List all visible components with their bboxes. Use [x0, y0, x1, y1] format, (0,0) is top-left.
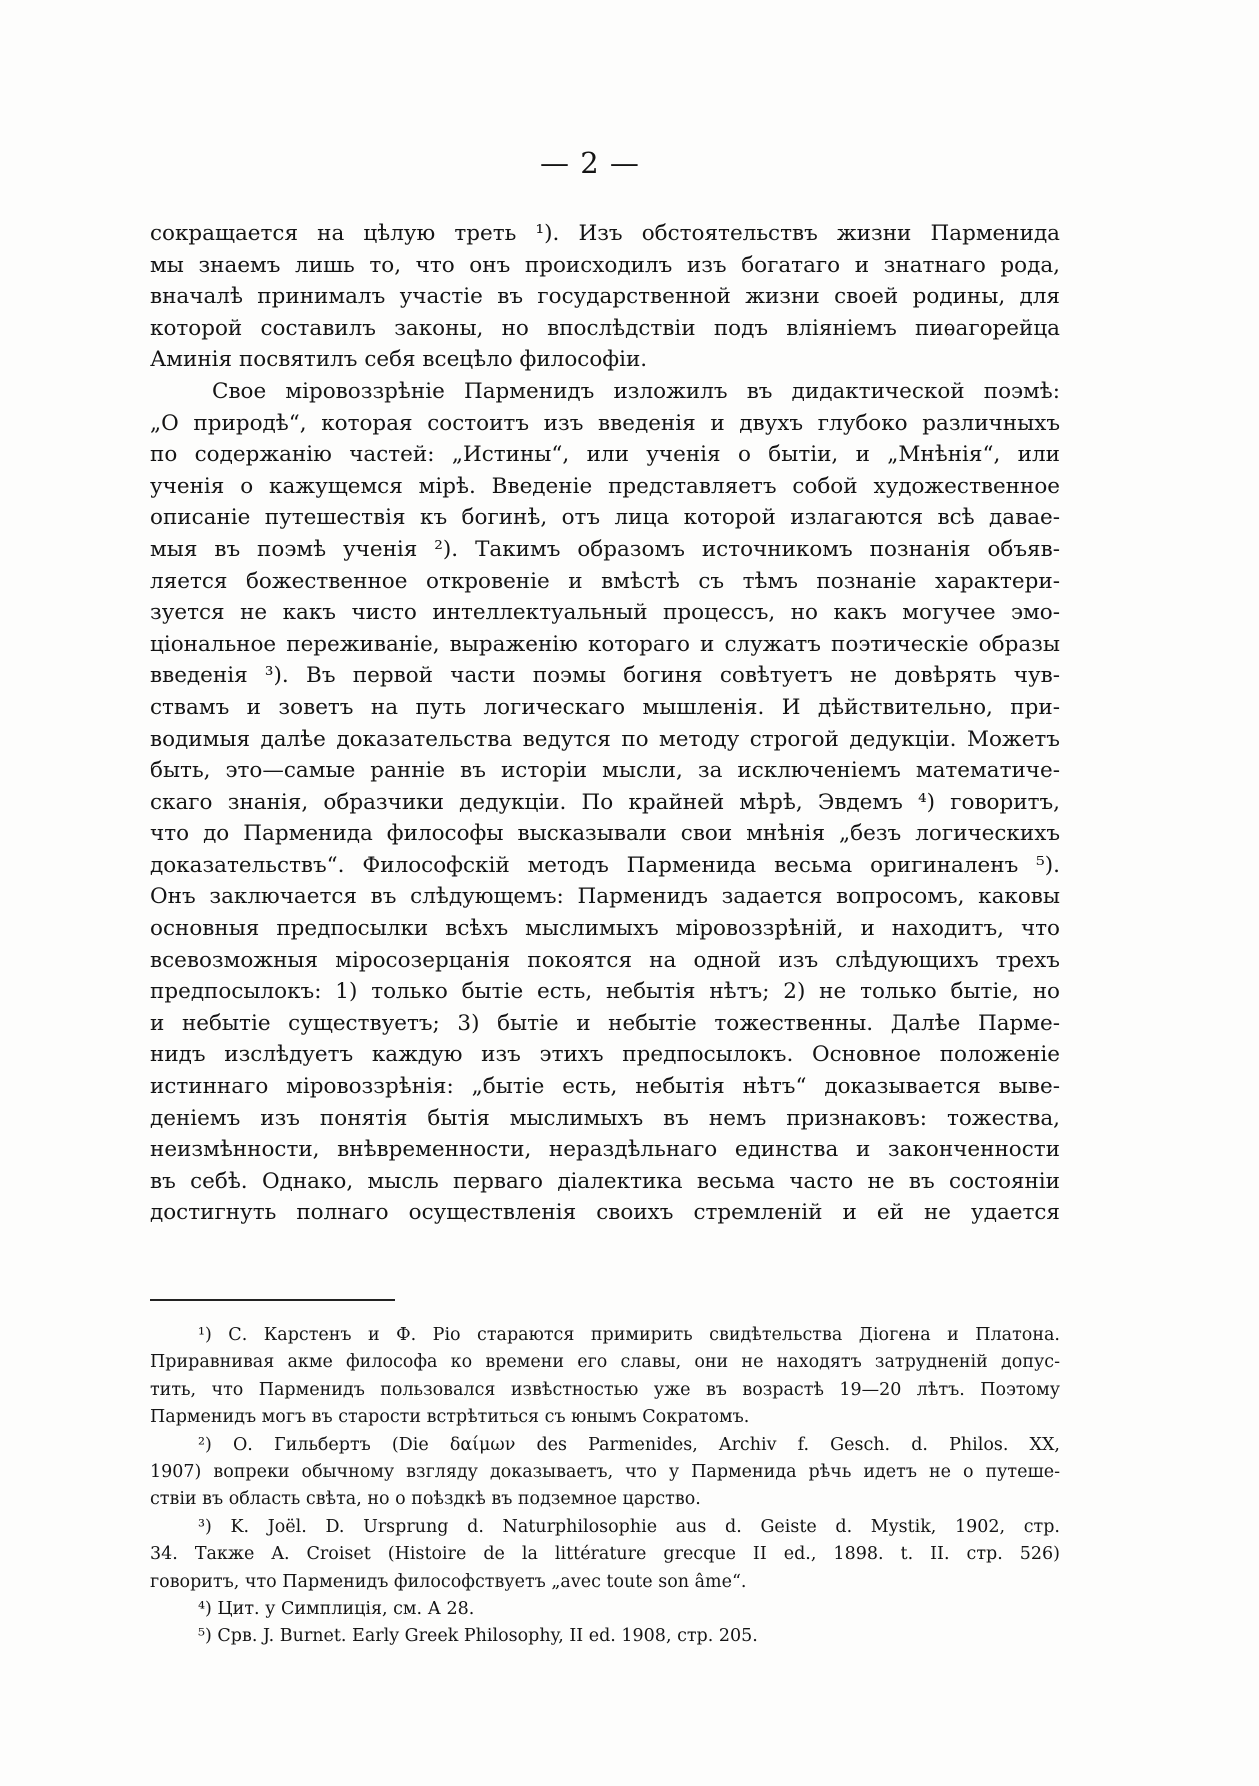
text-line: которой составилъ законы, но впослѣдствіи подъ вліяніемъ пиѳагорейца — [150, 315, 1060, 341]
text-line: Онъ заключается въ слѣдующемъ: Парменидъ задается вопросомъ, каковы — [150, 884, 1060, 910]
text-line: зуется не какъ чисто интеллектуальный процессъ, но какъ могучее эмо- — [150, 600, 1060, 626]
text-line: ціональное переживаніе, выраженію котораго и служатъ поэтическіе образы — [150, 631, 1060, 657]
page-number: — 2 — — [540, 146, 640, 180]
text-line: введенія ³). Въ первой части поэмы богиня совѣтуетъ не довѣрять чув- — [150, 663, 1060, 689]
text-line: быть, это—самые ранніе въ исторіи мысли, за исключеніемъ математиче- — [150, 758, 1060, 784]
text-line: описаніе путешествія къ богинѣ, отъ лица которой излагаются всѣ даваe- — [150, 505, 1060, 531]
footnote-line: ⁴) Цит. у Симплиція, см. А 28. — [198, 1598, 475, 1619]
footnote-line: ³) K. Joël. D. Ursprung d. Naturphilosophie aus d. Geiste d. Mystik, 1902, стр. — [198, 1516, 1060, 1537]
footnote-line: ²) О. Гильбертъ (Die δαίμων des Parmenides, Archiv f. Gesch. d. Philos. XX, — [198, 1434, 1060, 1455]
text-line: „О природѣ“, которая состоитъ изъ введенія и двухъ глубоко различныхъ — [150, 410, 1060, 436]
text-line: мы знаемъ лишь то, что онъ происходилъ изъ богатаго и знатнаго рода, — [150, 252, 1060, 278]
footnote-line: ствіи въ область свѣта, но о поѣздкѣ въ подземное царство. — [150, 1489, 701, 1510]
text-line: предпосылокъ: 1) только бытіе есть, небытія нѣтъ; 2) не только бытіе, но — [150, 979, 1060, 1005]
footnote-line: ¹) С. Карстенъ и Ф. Ріо стараются примирить свидѣтельства Діогена и Платона. — [198, 1325, 1060, 1345]
footnotes — [150, 1322, 1060, 1651]
text-line: нидъ изслѣдуетъ каждую изъ этихъ предпосылокъ. Основное положеніе — [150, 1042, 1060, 1068]
footnote-divider — [150, 1299, 395, 1301]
footnote-line: Приравнивая акме философа ко времени его славы, они не находятъ затрудненій допус- — [150, 1352, 1060, 1373]
text-line: скаго знанія, образчики дедукціи. По крайней мѣрѣ, Эвдемъ ⁴) говоритъ, — [150, 789, 1060, 815]
footnote-line: Парменидъ могъ въ старости встрѣтиться съ юнымъ Сократомъ. — [150, 1407, 750, 1428]
footnote-line: 34. Также A. Croiset (Histoire de la littérature grecque II ed., 1898. t. II. стр. 526) — [150, 1544, 1060, 1565]
text-line: что до Парменида философы высказывали свои мнѣнія „безъ логическихъ — [150, 821, 1060, 847]
text-line: вначалѣ принималъ участіе въ государственной жизни своей родины, для — [150, 284, 1060, 310]
text-line: ствамъ и зоветъ на путь логическаго мышленія. И дѣйствительно, при- — [150, 694, 1060, 720]
text-line: неизмѣнности, внѣвременности, нераздѣльнаго единства и законченности — [150, 1137, 1060, 1163]
text-line: Аминія посвятилъ себя всецѣло философіи. — [150, 347, 648, 373]
footnote-line: тить, что Парменидъ пользовался извѣстностью уже въ возрастѣ 19—20 лѣтъ. Поэтому — [150, 1379, 1060, 1400]
text-line: деніемъ изъ понятія бытія мыслимыхъ въ немъ признаковъ: тожества, — [150, 1105, 1060, 1131]
text-line: доказательствъ“. Философскій методъ Парменида весьма оригиналенъ ⁵). — [150, 852, 1060, 878]
text-line: ученія о кажущемся мірѣ. Введеніе представляетъ собой художественное — [150, 473, 1060, 499]
text-line: достигнуть полнаго осуществленія своихъ стремленій и ей не удается — [150, 1200, 1060, 1226]
footnote-line: говоритъ, что Парменидъ философствуетъ „avec toute son âme“. — [150, 1571, 747, 1592]
text-line: Свое міровоззрѣніе Парменидъ изложилъ въ дидактической поэмѣ: — [212, 378, 1060, 404]
text-line: водимыя далѣе доказательства ведутся по методу строгой дедукціи. Можетъ — [150, 726, 1060, 752]
text-line: сокращается на цѣлую треть ¹). Изъ обстоятельствъ жизни Парменида — [150, 221, 1060, 246]
text-line: въ себѣ. Однако, мысль перваго діалектика весьма часто не въ состоянiи — [150, 1168, 1060, 1194]
text-line: по содержанію частей: „Истины“, или ученія о бытіи, и „Мнѣнія“, или — [150, 442, 1060, 468]
text-line: и небытіе существуетъ; 3) бытіе и небытіе тожественны. Далѣе Парме- — [150, 1010, 1060, 1036]
text-line: всевозможныя міросозерцанія покоятся на одной изъ слѣдующихъ трехъ — [150, 947, 1060, 973]
text-line: мыя въ поэмѣ ученія ²). Такимъ образомъ источникомъ познанія объяв- — [150, 536, 1060, 562]
footnote-line: ⁵) Срв. J. Burnet. Early Greek Philosophy, II ed. 1908, стр. 205. — [198, 1626, 758, 1647]
footnote-line: 1907) вопреки обычному взгляду доказываетъ, что у Парменида рѣчь идетъ не о путеше- — [150, 1461, 1060, 1482]
text-line: ляется божественное откровеніе и вмѣстѣ съ тѣмъ познаніе характери- — [150, 568, 1060, 594]
text-line: основныя предпосылки всѣхъ мыслимыхъ міровоззрѣній, и находитъ, что — [150, 916, 1060, 942]
main-text — [150, 218, 1060, 1229]
text-line: истиннаго міровоззрѣнія: „бытіе есть, небытія нѣтъ“ доказывается выве- — [150, 1074, 1060, 1100]
